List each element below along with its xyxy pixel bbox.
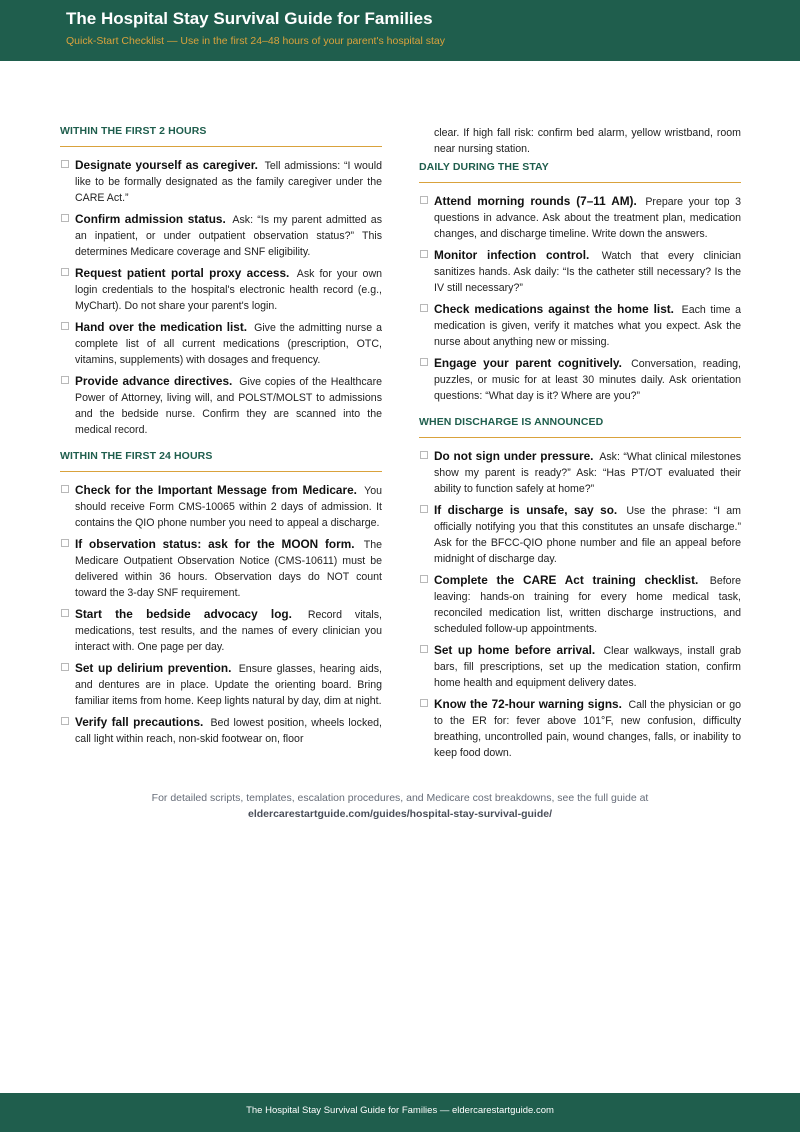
full-guide-note-text: For detailed scripts, templates, escalation procedures, and Medicare cost breakdowns, see the full guide at — [151, 792, 649, 804]
item-text: Record vitals, medications, test results, and the names of every clinician you interact with. One page per day. — [75, 609, 382, 653]
checkbox[interactable] — [61, 485, 69, 493]
checkbox[interactable] — [420, 645, 428, 653]
item-text: Ensure glasses, hearing aids, and dentures are in place. Update the orienting board. Bring familiar items from home. Keep lights natural by day, dim at night. — [75, 663, 382, 707]
checkbox[interactable] — [61, 214, 69, 222]
checklist-item — [419, 696, 741, 761]
section-heading: WHEN DISCHARGE IS ANNOUNCED — [419, 416, 741, 438]
checklist-item — [419, 301, 741, 350]
full-guide-link[interactable]: eldercarestartguide.com/guides/hospital-stay-survival-guide/ — [247, 808, 552, 820]
left-column — [60, 125, 382, 752]
item-text: Bed lowest position, wheels locked, call light within reach, non-skid footwear on, floor — [75, 717, 382, 745]
item-title: Confirm admission status. — [75, 212, 226, 226]
continued-item-text: clear. If high fall risk: confirm bed alarm, yellow wristband, room near nursing station. — [434, 127, 741, 155]
item-text: Conversation, reading, puzzles, or music for at least 30 minutes daily. Ask orientation questions: “What day is it? Where are you?” — [434, 358, 741, 402]
checklist-item — [60, 536, 382, 601]
item-text: Before leaving: hands-on training for every home medical task, reconciled medication list, written discharge instructions, and scheduled follow-up appointments. — [434, 575, 741, 635]
item-title: Monitor infection control. — [434, 248, 590, 262]
item-text: Give copies of the Healthcare Power of Attorney, living will, and POLST/MOLST to admissions and the bedside nurse. Confirm they are scanned into the medical record. — [75, 376, 382, 436]
item-text: Ask: “What clinical milestones show my parent is ready?” Ask: “Has PT/OT evaluated their ability to function safely at home?” — [434, 451, 742, 495]
checkbox[interactable] — [61, 376, 69, 384]
item-text: Call the physician or go to the ER for: fever above 101°F, new confusion, difficulty breathing, uncontrolled pain, wound changes, falls, or inability to keep food down. — [434, 699, 742, 759]
item-text: The Medicare Outpatient Observation Notice (CMS-10611) must be delivered within 36 hours. Observation days do NOT count toward the 3-day SNF requirement. — [75, 539, 382, 599]
checklist-item — [60, 211, 382, 260]
section-first-24-hours — [60, 450, 382, 747]
item-text: Ask: “Is my parent admitted as an inpatient, or under outpatient observation status?” This determines Medicare coverage and SNF eligibility. — [75, 214, 382, 258]
checkbox[interactable] — [420, 699, 428, 707]
checkbox[interactable] — [61, 160, 69, 168]
checkbox[interactable] — [420, 451, 428, 459]
item-text: You should receive Form CMS-10065 within 2 days of admission. It contains the QIO phone number you need to appeal a discharge. — [75, 485, 382, 529]
checkbox[interactable] — [61, 268, 69, 276]
checklist-item — [419, 193, 741, 242]
item-title: Provide advance directives. — [75, 374, 233, 388]
item-title: If discharge is unsafe, say so. — [434, 503, 618, 517]
checklist-item — [60, 157, 382, 206]
item-text: Use the phrase: “I am officially notifying you that this constitutes an unsafe discharge.” Ask for the BFCC-QIO phone number and file an appeal before midnight of discharge day. — [434, 505, 741, 565]
right-column — [419, 125, 741, 766]
item-title: Hand over the medication list. — [75, 320, 248, 334]
checklist-item — [60, 373, 382, 438]
item-title: Check for the Important Message from Medicare. — [75, 483, 357, 497]
item-title: Set up home before arrival. — [434, 643, 596, 657]
checkbox[interactable] — [420, 505, 428, 513]
item-title: Attend morning rounds (7–11 AM). — [434, 194, 637, 208]
checkbox[interactable] — [420, 304, 428, 312]
checklist-item — [419, 247, 741, 296]
item-text: Each time a medication is given, verify it matches what you expect. Ask the nurse about anything new or missing. — [434, 304, 741, 348]
checklist-item — [419, 448, 741, 497]
checkbox[interactable] — [420, 250, 428, 258]
item-title: Check medications against the home list. — [434, 302, 674, 316]
item-text: Give the admitting nurse a complete list of all current medications (prescription, OTC, vitamins, supplements) with dosages and frequency. — [75, 322, 382, 366]
item-title: Complete the CARE Act training checklist. — [434, 573, 699, 587]
section-daily — [419, 161, 741, 404]
section-first-2-hours — [60, 125, 382, 438]
footer-text: The Hospital Stay Survival Guide for Families — eldercarestartguide.com — [246, 1105, 554, 1116]
item-text: Tell admissions: “I would like to be formally designated as the family caregiver under the CARE Act.” — [75, 160, 382, 204]
section-heading: DAILY DURING THE STAY — [419, 161, 741, 183]
checklist-item — [60, 265, 382, 314]
section-heading: WITHIN THE FIRST 24 HOURS — [60, 450, 382, 472]
checklist-item — [60, 606, 382, 655]
checklist-item — [419, 355, 741, 404]
checklist-item — [60, 660, 382, 709]
item-title: Set up delirium prevention. — [75, 661, 232, 675]
checkbox[interactable] — [420, 196, 428, 204]
page-subtitle: Quick-Start Checklist — Use in the first 24–48 hours of your parent's hospital stay — [66, 35, 446, 47]
checklist-item — [419, 572, 741, 637]
item-title: Designate yourself as caregiver. — [75, 158, 258, 172]
checklist-item — [60, 482, 382, 531]
checkbox[interactable] — [420, 575, 428, 583]
page-header — [0, 0, 800, 61]
section-heading: WITHIN THE FIRST 2 HOURS — [60, 125, 382, 147]
item-title: If observation status: ask for the MOON form. — [75, 537, 355, 551]
item-title: Start the bedside advocacy log. — [75, 607, 292, 621]
checkbox[interactable] — [61, 717, 69, 725]
item-title: Request patient portal proxy access. — [75, 266, 290, 280]
full-guide-note — [0, 790, 800, 822]
item-title: Engage your parent cognitively. — [434, 356, 622, 370]
item-title: Know the 72-hour warning signs. — [434, 697, 622, 711]
checkbox[interactable] — [61, 322, 69, 330]
checkbox[interactable] — [61, 539, 69, 547]
item-text: Prepare your top 3 questions in advance. Ask about the treatment plan, medication changes, and discharge timeline. Write down the answers. — [434, 196, 741, 240]
item-text: Watch that every clinician sanitizes hands. Ask daily: “Is the catheter still necessary? Is the IV still necessary?” — [434, 250, 741, 294]
checkbox[interactable] — [420, 358, 428, 366]
item-title: Do not sign under pressure. — [434, 449, 594, 463]
checklist-item — [419, 642, 741, 691]
item-text: Ask for your own login credentials to the hospital's electronic health record (e.g., MyChart). Do not share your parent's login. — [75, 268, 382, 312]
section-discharge — [419, 416, 741, 761]
checklist-item — [419, 502, 741, 567]
item-title: Verify fall precautions. — [75, 715, 204, 729]
checklist-item — [60, 319, 382, 368]
page-title: The Hospital Stay Survival Guide for Families — [66, 9, 433, 28]
checkbox[interactable] — [61, 609, 69, 617]
item-text: Clear walkways, install grab bars, fill prescriptions, set up the medication station, confirm home health and equipment delivery dates. — [434, 645, 741, 689]
checklist-item — [60, 714, 382, 747]
checkbox[interactable] — [61, 663, 69, 671]
page-footer — [0, 1093, 800, 1132]
